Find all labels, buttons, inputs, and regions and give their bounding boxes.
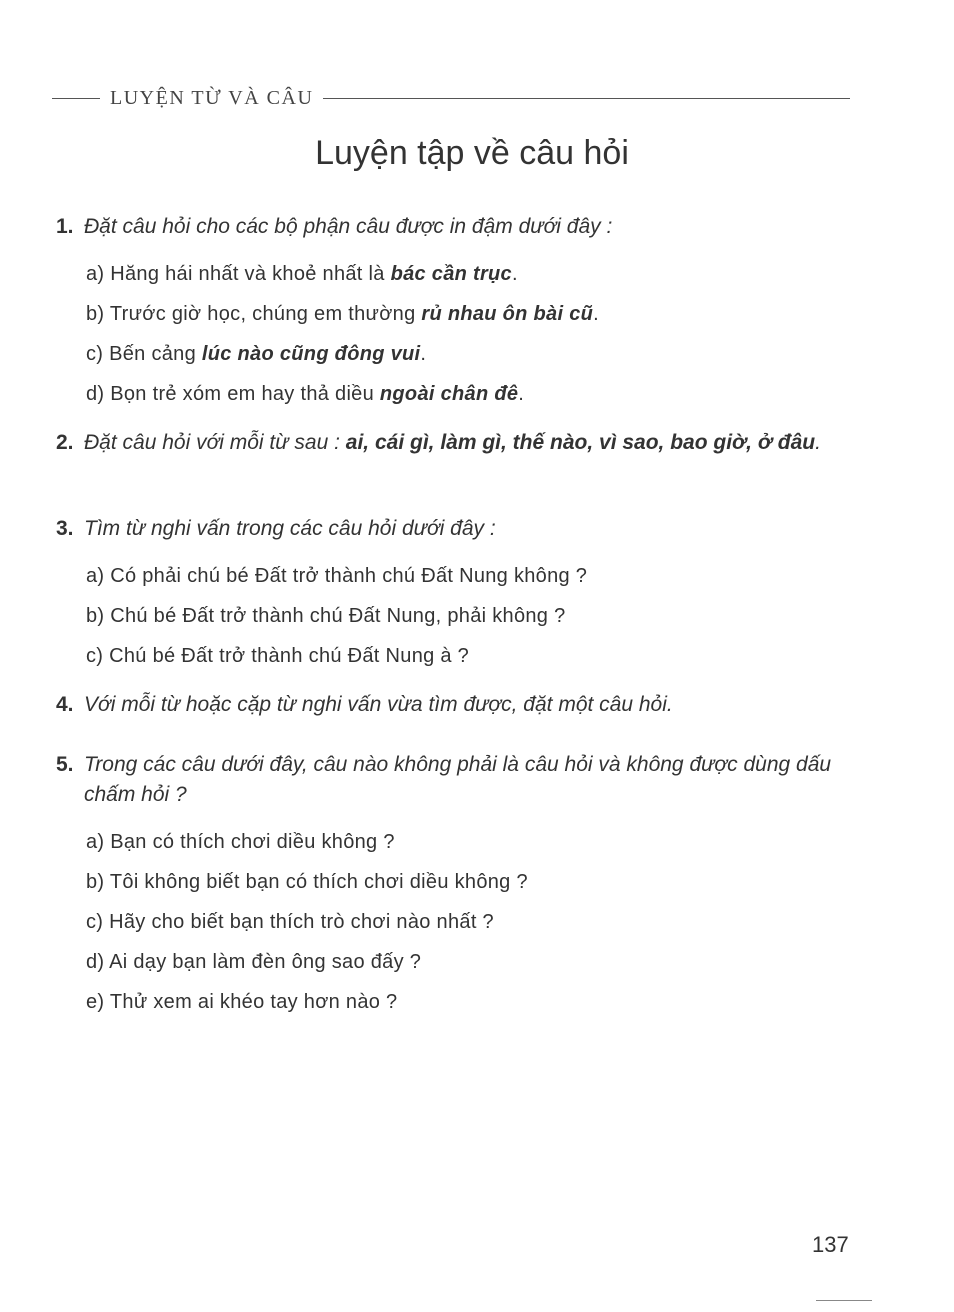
item-end: . bbox=[518, 383, 525, 405]
item-text: b) Trước giờ học, chúng em thường bbox=[86, 303, 422, 325]
exercise-number: 4. bbox=[56, 693, 74, 716]
exercise-3-prompt bbox=[56, 514, 866, 544]
lesson-title: Luyện tập về câu hỏi bbox=[315, 134, 629, 172]
exercise-2 bbox=[56, 428, 866, 458]
list-item: e) Thử xem ai khéo tay hơn nào ? bbox=[86, 991, 398, 1013]
exercise-1 bbox=[56, 212, 866, 414]
prompt-text: Tìm từ nghi vấn trong các câu hỏi dưới đây : bbox=[84, 517, 496, 540]
exercise-4-prompt bbox=[56, 690, 866, 720]
footer-rule bbox=[816, 1300, 872, 1301]
exercise-5 bbox=[56, 750, 866, 1022]
item-bold-phrase: ngoài chân đê bbox=[379, 383, 519, 405]
item-end: . bbox=[420, 343, 427, 365]
item-bold-phrase: lúc nào cũng đông vui bbox=[201, 343, 421, 365]
item-text: c) Bến cảng bbox=[86, 343, 202, 365]
prompt-text: Trong các câu dưới đây, câu nào không phải là câu hỏi và không được dùng dấu chấm hỏi ? bbox=[84, 753, 832, 806]
section-header bbox=[52, 82, 850, 114]
prompt-end: . bbox=[815, 431, 821, 454]
list-item: c) Chú bé Đất trở thành chú Đất Nung à ? bbox=[86, 645, 470, 667]
exercise-2-prompt bbox=[56, 428, 866, 458]
exercise-4 bbox=[56, 690, 866, 720]
item-bold-phrase: rủ nhau ôn bài cũ bbox=[421, 303, 594, 325]
exercise-number: 5. bbox=[56, 753, 74, 776]
exercise-1-prompt bbox=[56, 212, 866, 242]
item-end: . bbox=[593, 303, 599, 325]
list-item bbox=[56, 334, 866, 374]
exercise-5-prompt bbox=[56, 750, 866, 810]
page-number: 137 bbox=[812, 1232, 849, 1257]
prompt-text: Với mỗi từ hoặc cặp từ nghi vấn vừa tìm được, đặt một câu hỏi. bbox=[84, 693, 673, 716]
exercise-3 bbox=[56, 514, 866, 676]
item-bold-phrase: bác cần trục bbox=[390, 263, 512, 285]
question-words: ai, cái gì, làm gì, thế nào, vì sao, bao giờ, ở đâu bbox=[345, 431, 816, 454]
list-item: a) Bạn có thích chơi diều không ? bbox=[86, 831, 395, 853]
list-item bbox=[56, 294, 866, 334]
exercise-number: 2. bbox=[56, 431, 74, 454]
list-item: d) Ai dạy bạn làm đèn ông sao đấy ? bbox=[86, 951, 422, 973]
item-end: . bbox=[512, 263, 518, 285]
prompt-text: Đặt câu hỏi với mỗi từ sau : bbox=[84, 431, 346, 454]
list-item bbox=[56, 374, 866, 414]
exercise-1-items bbox=[56, 254, 866, 414]
list-item: b) Tôi không biết bạn có thích chơi diều không ? bbox=[86, 871, 528, 893]
prompt-text: Đặt câu hỏi cho các bộ phận câu được in đậm dưới đây : bbox=[84, 215, 613, 238]
list-item: c) Hãy cho biết bạn thích trò chơi nào nhất ? bbox=[86, 911, 494, 933]
exercise-3-items bbox=[56, 556, 866, 676]
list-item: a) Có phải chú bé Đất trở thành chú Đất Nung không ? bbox=[86, 565, 588, 587]
item-text: a) Hăng hái nhất và khoẻ nhất là bbox=[86, 263, 391, 285]
exercise-number: 3. bbox=[56, 517, 74, 540]
section-label: LUYỆN TỪ VÀ CÂU bbox=[110, 86, 314, 109]
exercise-5-items bbox=[56, 822, 866, 1022]
item-text: d) Bọn trẻ xóm em hay thả diều bbox=[86, 383, 380, 405]
header-rule-left bbox=[52, 98, 100, 99]
list-item: b) Chú bé Đất trở thành chú Đất Nung, phải không ? bbox=[86, 605, 566, 627]
exercise-number: 1. bbox=[56, 215, 74, 238]
list-item bbox=[56, 254, 866, 294]
header-rule-right bbox=[323, 98, 850, 99]
